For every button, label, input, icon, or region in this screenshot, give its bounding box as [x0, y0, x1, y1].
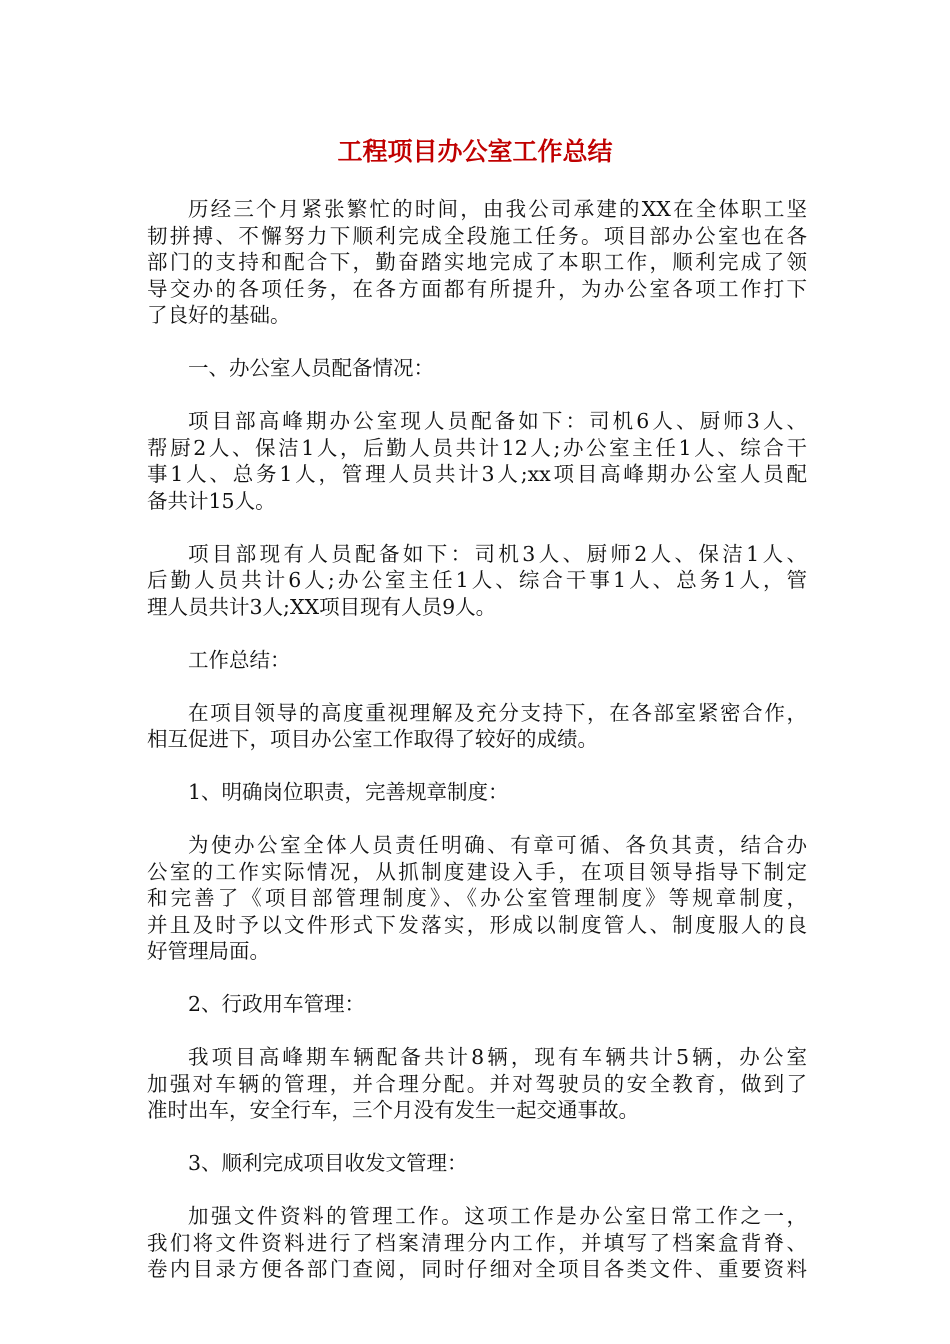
- paragraph-line: 2、行政用车管理：: [188, 992, 366, 1016]
- paragraph: [147, 647, 807, 674]
- document-title: 工程项目办公室工作总结: [337, 137, 613, 166]
- paragraph-line: 事1人、总务1人，管理人员共计3人;xx项目高峰期办公室人员配: [147, 462, 807, 486]
- paragraph: [147, 832, 807, 965]
- paragraph-line: 了良好的基础。: [147, 303, 291, 327]
- paragraph-line: 加强文件资料的管理工作。这项工作是办公室日常工作之一，: [188, 1204, 807, 1228]
- paragraph-line: 工作总结：: [188, 647, 291, 672]
- paragraph-line: 项目部高峰期办公室现人员配备如下：司机6人、厨师3人、: [188, 409, 807, 433]
- paragraph: [147, 541, 807, 621]
- paragraph-line: 备共计15人。: [147, 488, 276, 513]
- paragraph-line: 帮厨2人、保洁1人，后勤人员共计12人;办公室主任1人、综合干: [147, 435, 807, 460]
- paragraph-line: 相互促进下，项目办公室工作取得了较好的成绩。: [147, 727, 598, 751]
- paragraph-line: 并且及时予以文件形式下发落实，形成以制度管人、制度服人的良: [147, 912, 807, 937]
- paragraph-line: 准时出车，安全行车，三个月没有发生一起交通事故。: [147, 1098, 639, 1122]
- paragraph-line: 项目部现有人员配备如下：司机3人、厨师2人、保洁1人、: [188, 541, 807, 566]
- paragraph: [147, 991, 807, 1018]
- paragraph-line: 韧拼搏、不懈努力下顺利完成全段施工任务。项目部办公室也在各: [147, 223, 807, 248]
- paragraph: [147, 1203, 807, 1283]
- paragraph: [147, 196, 807, 329]
- paragraph-line: 加强对车辆的管理，并合理分配。并对驾驶员的安全教育，做到了: [147, 1071, 807, 1096]
- paragraph-line: 3、顺利完成项目收发文管理：: [188, 1151, 468, 1175]
- paragraph-line: 部门的支持和配合下，勤奋踏实地完成了本职工作，顺利完成了领: [147, 250, 807, 274]
- paragraph: [147, 1150, 807, 1177]
- paragraph-line: 我们将文件资料进行了档案清理分内工作，并填写了档案盒背脊、: [147, 1230, 807, 1255]
- paragraph-line: 卷内目录方便各部门查阅，同时仔细对全项目各类文件、重要资料: [147, 1257, 807, 1281]
- paragraph-line: 公室的工作实际情况，从抓制度建设入手，在项目领导指导下制定: [147, 859, 807, 884]
- paragraph: [147, 355, 807, 382]
- paragraph-line: 导交办的各项任务，在各方面都有所提升，为办公室各项工作打下: [147, 276, 807, 301]
- paragraph-line: 我项目高峰期车辆配备共计8辆，现有车辆共计5辆，办公室: [188, 1045, 807, 1069]
- paragraph: [147, 1044, 807, 1124]
- paragraph-line: 和完善了《项目部管理制度》、《办公室管理制度》等规章制度，: [147, 886, 807, 910]
- paragraph: [147, 779, 807, 806]
- paragraph-line: 理人员共计3人;XX项目现有人员9人。: [147, 594, 497, 619]
- paragraph: [147, 408, 807, 514]
- paragraph-line: 后勤人员共计6人;办公室主任1人、综合干事1人、总务1人，管: [147, 568, 807, 592]
- paragraph-line: 1、明确岗位职责，完善规章制度：: [188, 780, 509, 804]
- paragraph-line: 为使办公室全体人员责任明确、有章可循、各负其责，结合办: [188, 833, 807, 857]
- paragraph: [147, 700, 807, 753]
- paragraph-line: 好管理局面。: [147, 939, 270, 963]
- paragraph-line: 一、办公室人员配备情况：: [188, 356, 434, 380]
- paragraph-line: 历经三个月紧张繁忙的时间，由我公司承建的XX在全体职工坚: [188, 197, 807, 221]
- paragraph-line: 在项目领导的高度重视理解及充分支持下，在各部室紧密合作，: [188, 700, 807, 725]
- document-body: [147, 196, 807, 1309]
